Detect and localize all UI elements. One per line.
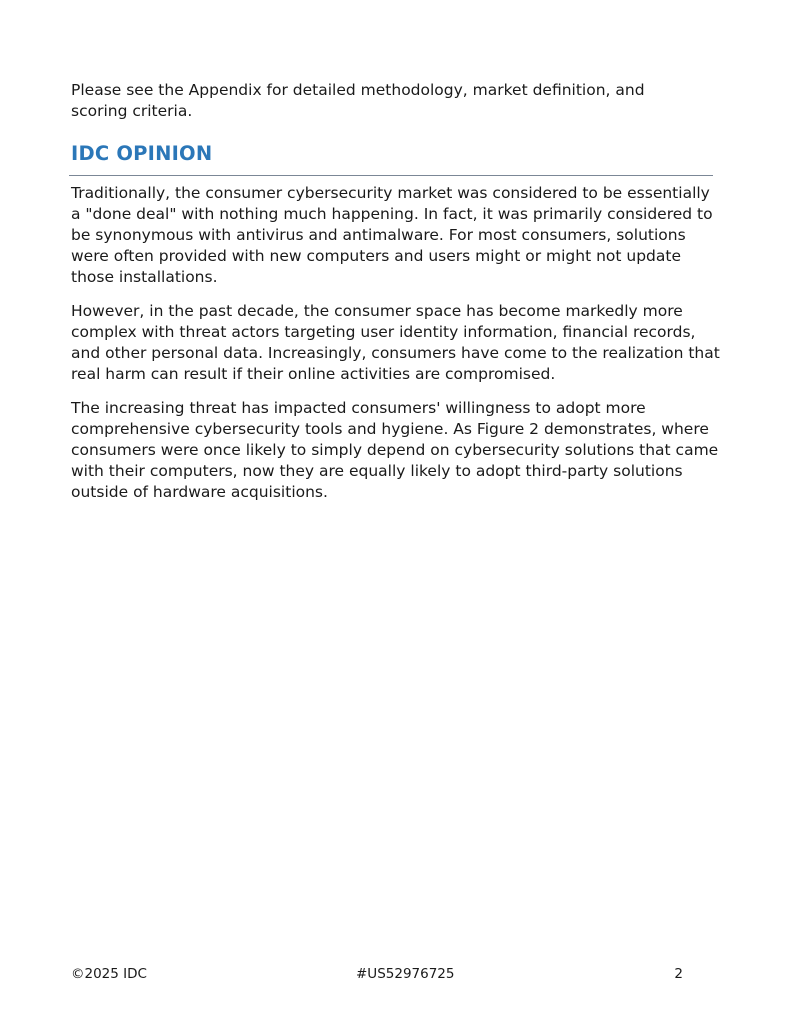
footer-copyright: ©2025 IDC: [71, 966, 147, 982]
body-paragraph: However, in the past decade, the consumer space has become markedly more complex with threat actors targeting user identity information, financial records, and other personal data. Increasingly, consumers have come to the realization that real harm can result if their online activities are compromised.: [71, 302, 720, 383]
page-footer: [71, 966, 683, 986]
section-body: [71, 183, 721, 516]
section-heading: IDC OPINION: [71, 142, 213, 165]
body-paragraph: The increasing threat has impacted consumers' willingness to adopt more comprehensive cybersecurity tools and hygiene. As Figure 2 demonstrates, where consumers were once likely to simply depend on cybersecurity solutions that came with their computers, now they are equally likely to adopt third-party solutions outside of hardware acquisitions.: [71, 399, 719, 501]
section-divider: [69, 175, 713, 176]
footer-page-number: 2: [674, 966, 683, 982]
intro-paragraph: Please see the Appendix for detailed methodology, market definition, and scoring criteria.: [71, 81, 645, 120]
body-paragraph: Traditionally, the consumer cybersecurity market was considered to be essentially a "done deal" with nothing much happening. In fact, it was primarily considered to be synonymous with antivirus and antimalware. For most consumers, solutions were often provided with new computers and users might or might not update those installations.: [71, 184, 713, 286]
footer-document-id: #US52976725: [356, 966, 455, 982]
